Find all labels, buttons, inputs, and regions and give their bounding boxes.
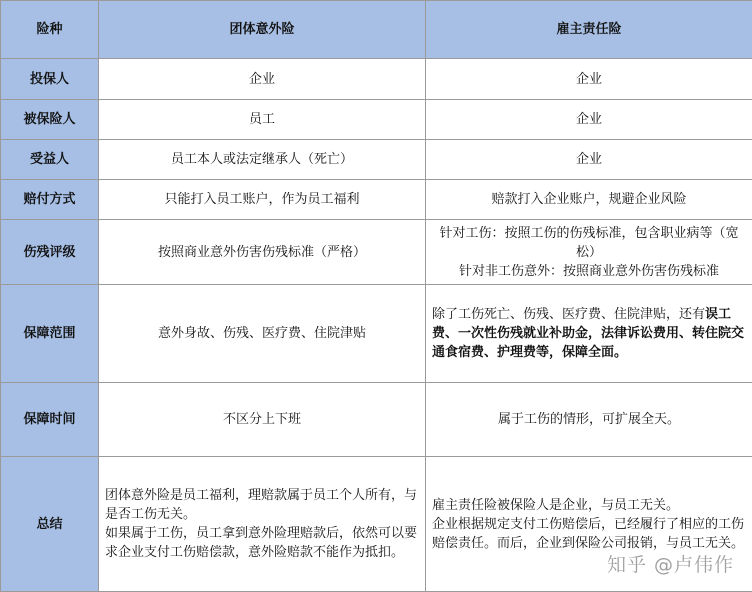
header-row: [1, 1, 752, 59]
table-row: [1, 59, 752, 100]
row-label-coverage: 保障范围: [1, 285, 99, 383]
employer-summary-p1: 雇主责任险被保险人是企业，与员工无关。: [432, 496, 746, 515]
cell-employer-coverage-time: 属于工伤的情形，可扩展全天。: [426, 383, 752, 457]
table-row: [1, 100, 752, 140]
cell-group-summary: [99, 457, 426, 592]
row-label-payout: 赔付方式: [1, 180, 99, 220]
cell-group-payout: 只能打入员工账户，作为员工福利: [99, 180, 426, 220]
cell-employer-policyholder: 企业: [426, 59, 752, 100]
cell-employer-beneficiary: 企业: [426, 140, 752, 180]
row-label-policyholder: 投保人: [1, 59, 99, 100]
header-type-label: 险种: [1, 1, 99, 59]
cell-employer-payout: 赔款打入企业账户，规避企业风险: [426, 180, 752, 220]
group-summary-p2: 如果属于工伤，员工拿到意外险理赔款后，依然可以要求企业支付工伤赔偿款，意外险赔款不能作为抵扣。: [105, 524, 419, 562]
coverage-plain-text: 除了工伤死亡、伤残、医疗费、住院津贴，还有: [432, 307, 705, 322]
header-group-accident: 团体意外险: [99, 1, 426, 59]
group-summary-p1: 团体意外险是员工福利，理赔款属于员工个人所有，与是否工伤无关。: [105, 486, 419, 524]
disability-work-injury-text: 针对工伤：按照工伤的伤残标准，包含职业病等（宽松）: [432, 224, 746, 262]
cell-employer-coverage: [426, 285, 752, 383]
cell-employer-disability-rating: [426, 220, 752, 285]
cell-group-coverage-time: 不区分上下班: [99, 383, 426, 457]
row-label-summary: 总结: [1, 457, 99, 592]
zhihu-watermark: 知乎 @卢伟作: [607, 550, 734, 577]
table-row: [1, 180, 752, 220]
disability-non-work-text: 针对非工伤意外：按照商业意外伤害伤残标准: [432, 262, 746, 281]
cell-group-beneficiary: 员工本人或法定继承人（死亡）: [99, 140, 426, 180]
table-row: [1, 383, 752, 457]
coverage-bold-text: 误工费、一次性伤残就业补助金，法律诉讼费用、转住院交通食宿费、护理费等，保障全面。: [432, 307, 744, 360]
row-label-insured: 被保险人: [1, 100, 99, 140]
row-label-disability-rating: 伤残评级: [1, 220, 99, 285]
cell-employer-insured: 企业: [426, 100, 752, 140]
table-row: [1, 285, 752, 383]
cell-group-coverage: 意外身故、伤残、医疗费、住院津贴: [99, 285, 426, 383]
row-label-coverage-time: 保障时间: [1, 383, 99, 457]
cell-group-insured: 员工: [99, 100, 426, 140]
cell-group-disability-rating: 按照商业意外伤害伤残标准（严格）: [99, 220, 426, 285]
header-employer-liability: 雇主责任险: [426, 1, 752, 59]
table-row: [1, 220, 752, 285]
table-row: [1, 140, 752, 180]
cell-group-policyholder: 企业: [99, 59, 426, 100]
employer-summary-p2: 企业根据规定支付工伤赔偿后，已经履行了相应的工伤赔偿责任。而后，企业到保险公司报销，与员工无关。: [432, 515, 746, 553]
row-label-beneficiary: 受益人: [1, 140, 99, 180]
